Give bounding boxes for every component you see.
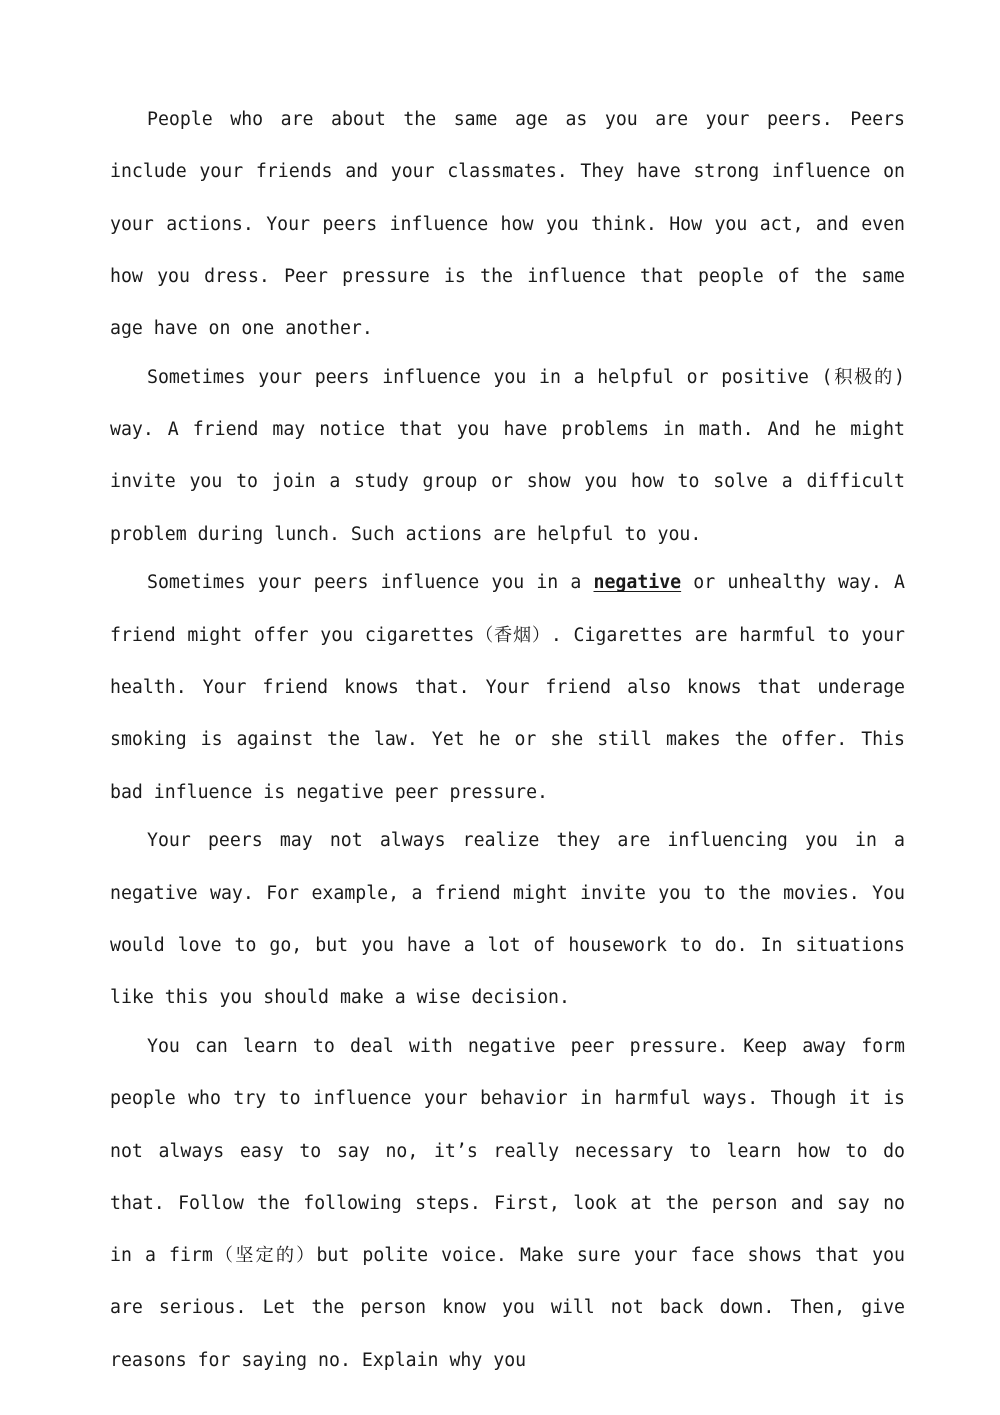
paragraph-deal-with-pressure: You can learn to deal with negative peer pressure. Keep away form people who try to influence your behavior in harmful ways. Though it is not always easy to say no, it’s really necessary to learn how to do that. Follow the following steps. First, look at the person and say no in a firm（坚定的）but polite voice. Make sure your face shows that you are serious. Let the person know you will not back down. Then, give reasons for saying no. Explain why you (110, 1035, 905, 1371)
paragraph-negative-influence (110, 557, 905, 818)
paragraph-peers-definition: People who are about the same age as you are your peers. Peers include your friends and your classmates. They have strong influence on your actions. Your peers influence how you think. How you act, and even how you dress. Peer pressure is the influence that people of the same age have on one another. (110, 109, 905, 340)
paragraph-positive-influence: Sometimes your peers influence you in a helpful or positive (积极的) way. A friend may notice that you have problems in math. And he might invite you to join a study group or show you how to solve a difficult problem during lunch. Such actions are helpful to you. (110, 366, 905, 545)
document-page (110, 94, 905, 1387)
paragraph-negative-before: Sometimes your peers influence you in a (147, 572, 594, 594)
paragraph-negative-after: or unhealthy way. A friend might offer you cigarettes（香烟）. Cigarettes are harmful to your health. Your friend knows that. Your friend also knows that underage smoking is against the law. Yet he or she still makes the offer. This bad influence is negative peer pressure. (110, 572, 905, 803)
paragraph-unaware-peers: Your peers may not always realize they are influencing you in a negative way. For example, a friend might invite you to the movies. You would love to go, but you have a lot of housework to do. In situations like this you should make a wise decision. (110, 830, 905, 1009)
emphasized-word-negative: negative (593, 572, 682, 594)
